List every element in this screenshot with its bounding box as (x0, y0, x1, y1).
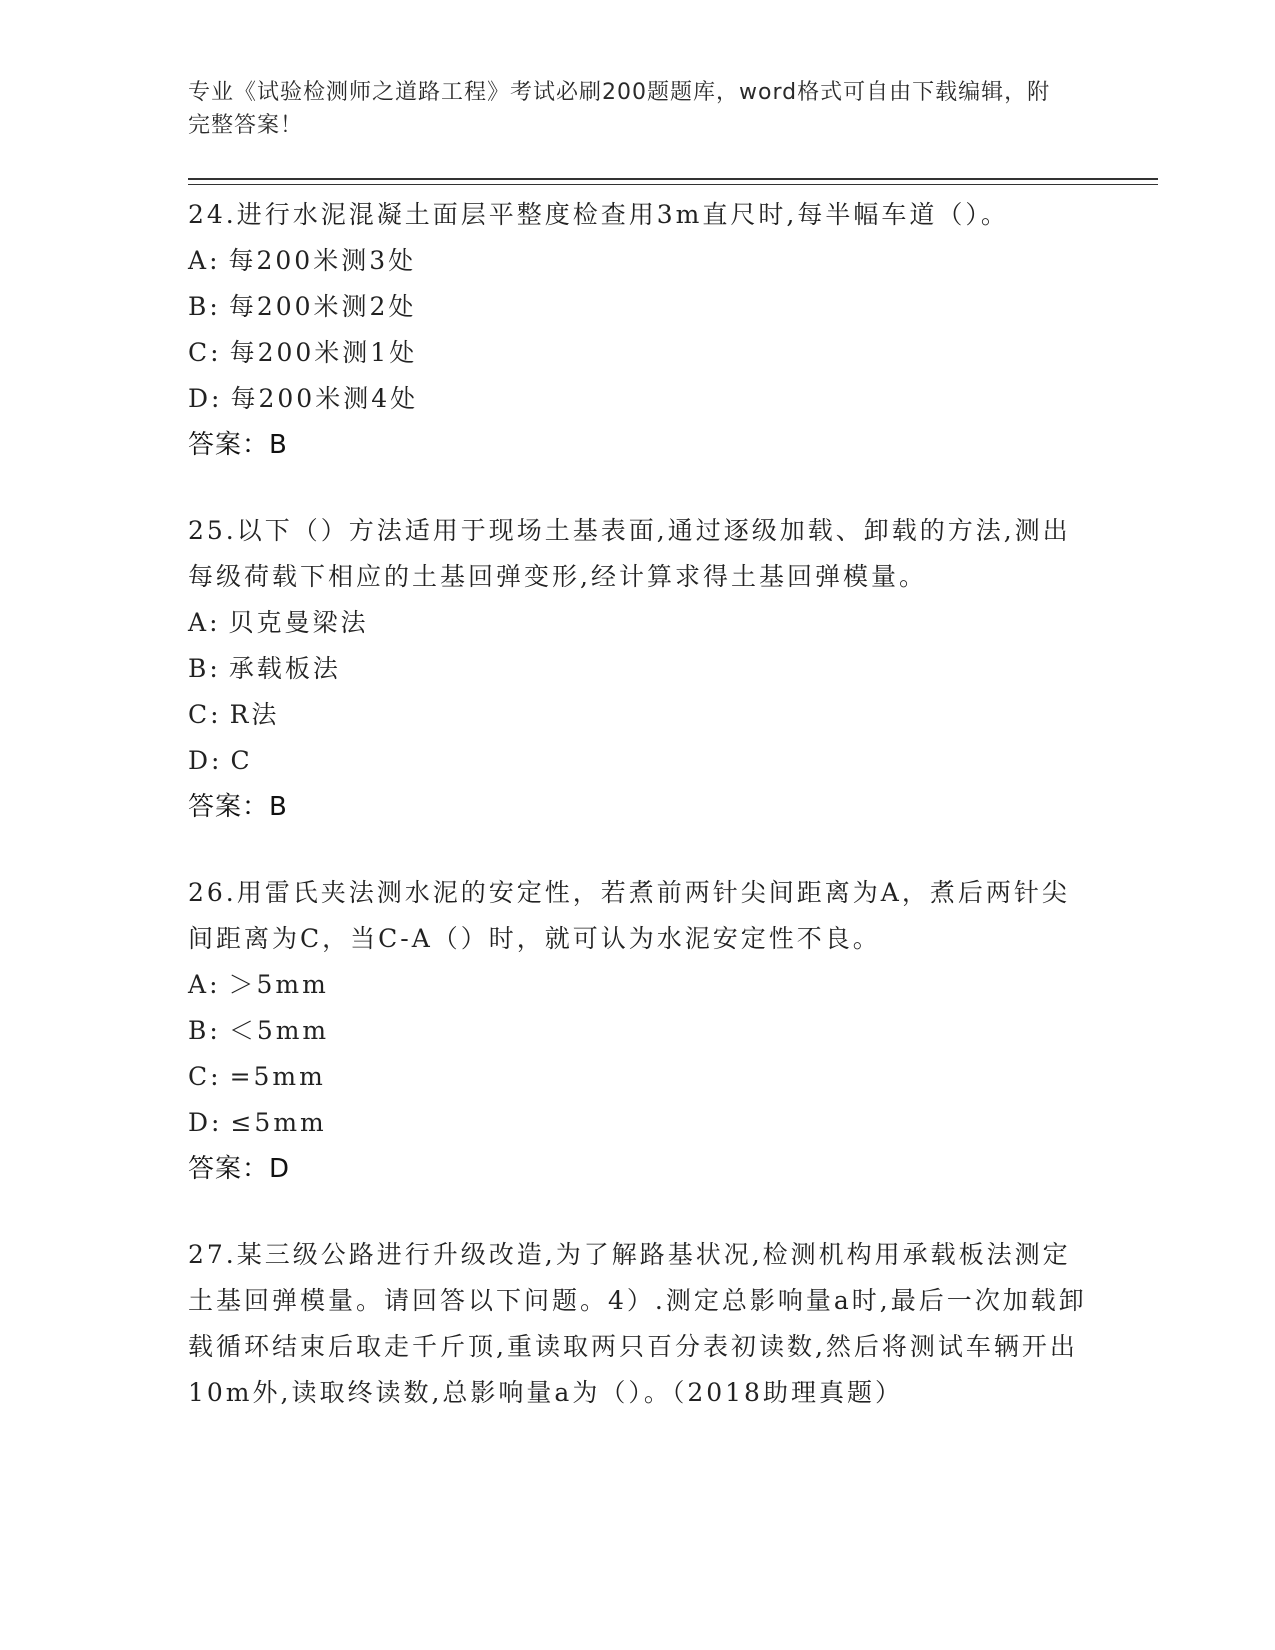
option-d: D: C (188, 746, 253, 775)
header-divider-thin (188, 184, 1158, 185)
document-header (188, 76, 1068, 142)
answer-value: D (269, 1154, 291, 1184)
question-list (188, 192, 1088, 1456)
option-c: C: 每200米测1处 (188, 338, 418, 367)
answer-line: 答案：B (188, 792, 288, 822)
header-intro: 专业《试验检测师之道路工程》考试必刷200题题库，word格式可自由下载编辑，附完整答案！ (188, 80, 1051, 138)
option-a: A: 贝克曼梁法 (188, 608, 369, 637)
option-a: A: 每200米测3处 (188, 246, 417, 275)
question-25 (188, 508, 1088, 830)
question-24 (188, 192, 1088, 468)
option-b: B: 承载板法 (188, 654, 341, 683)
option-a: A: ＞5mm (188, 970, 329, 999)
answer-value: B (269, 430, 288, 460)
option-c: C: R法 (188, 700, 280, 729)
answer-line: 答案：D (188, 1154, 291, 1184)
question-text: 26.用雷氏夹法测水泥的安定性，若煮前两针尖间距离为A，煮后两针尖间距离为C，当C-A（）时，就可认为水泥安定性不良。 (188, 878, 1070, 953)
question-27 (188, 1232, 1088, 1416)
option-b: B: ＜5mm (188, 1016, 330, 1045)
header-divider-thick (188, 178, 1158, 180)
option-b: B: 每200米测2处 (188, 292, 417, 321)
answer-value: B (269, 792, 288, 822)
option-c: C: =5mm (188, 1062, 326, 1091)
question-text: 24.进行水泥混凝土面层平整度检查用3m直尺时,每半幅车道（）。 (188, 200, 1009, 229)
question-text: 27.某三级公路进行升级改造,为了解路基状况,检测机构用承载板法测定土基回弹模量。请回答以下问题。4）.测定总影响量a时,最后一次加载卸载循环结束后取走千斤顶,重读取两只百分表初读数,然后将测试车辆开出10m外,读取终读数,总影响量a为（）。（2018助理真题） (188, 1240, 1087, 1407)
question-26 (188, 870, 1088, 1192)
answer-line: 答案：B (188, 430, 288, 460)
question-text: 25.以下（）方法适用于现场土基表面,通过逐级加载、卸载的方法,测出每级荷载下相应的土基回弹变形,经计算求得土基回弹模量。 (188, 516, 1071, 591)
option-d: D: ≤5mm (188, 1108, 327, 1137)
option-d: D: 每200米测4处 (188, 384, 419, 413)
